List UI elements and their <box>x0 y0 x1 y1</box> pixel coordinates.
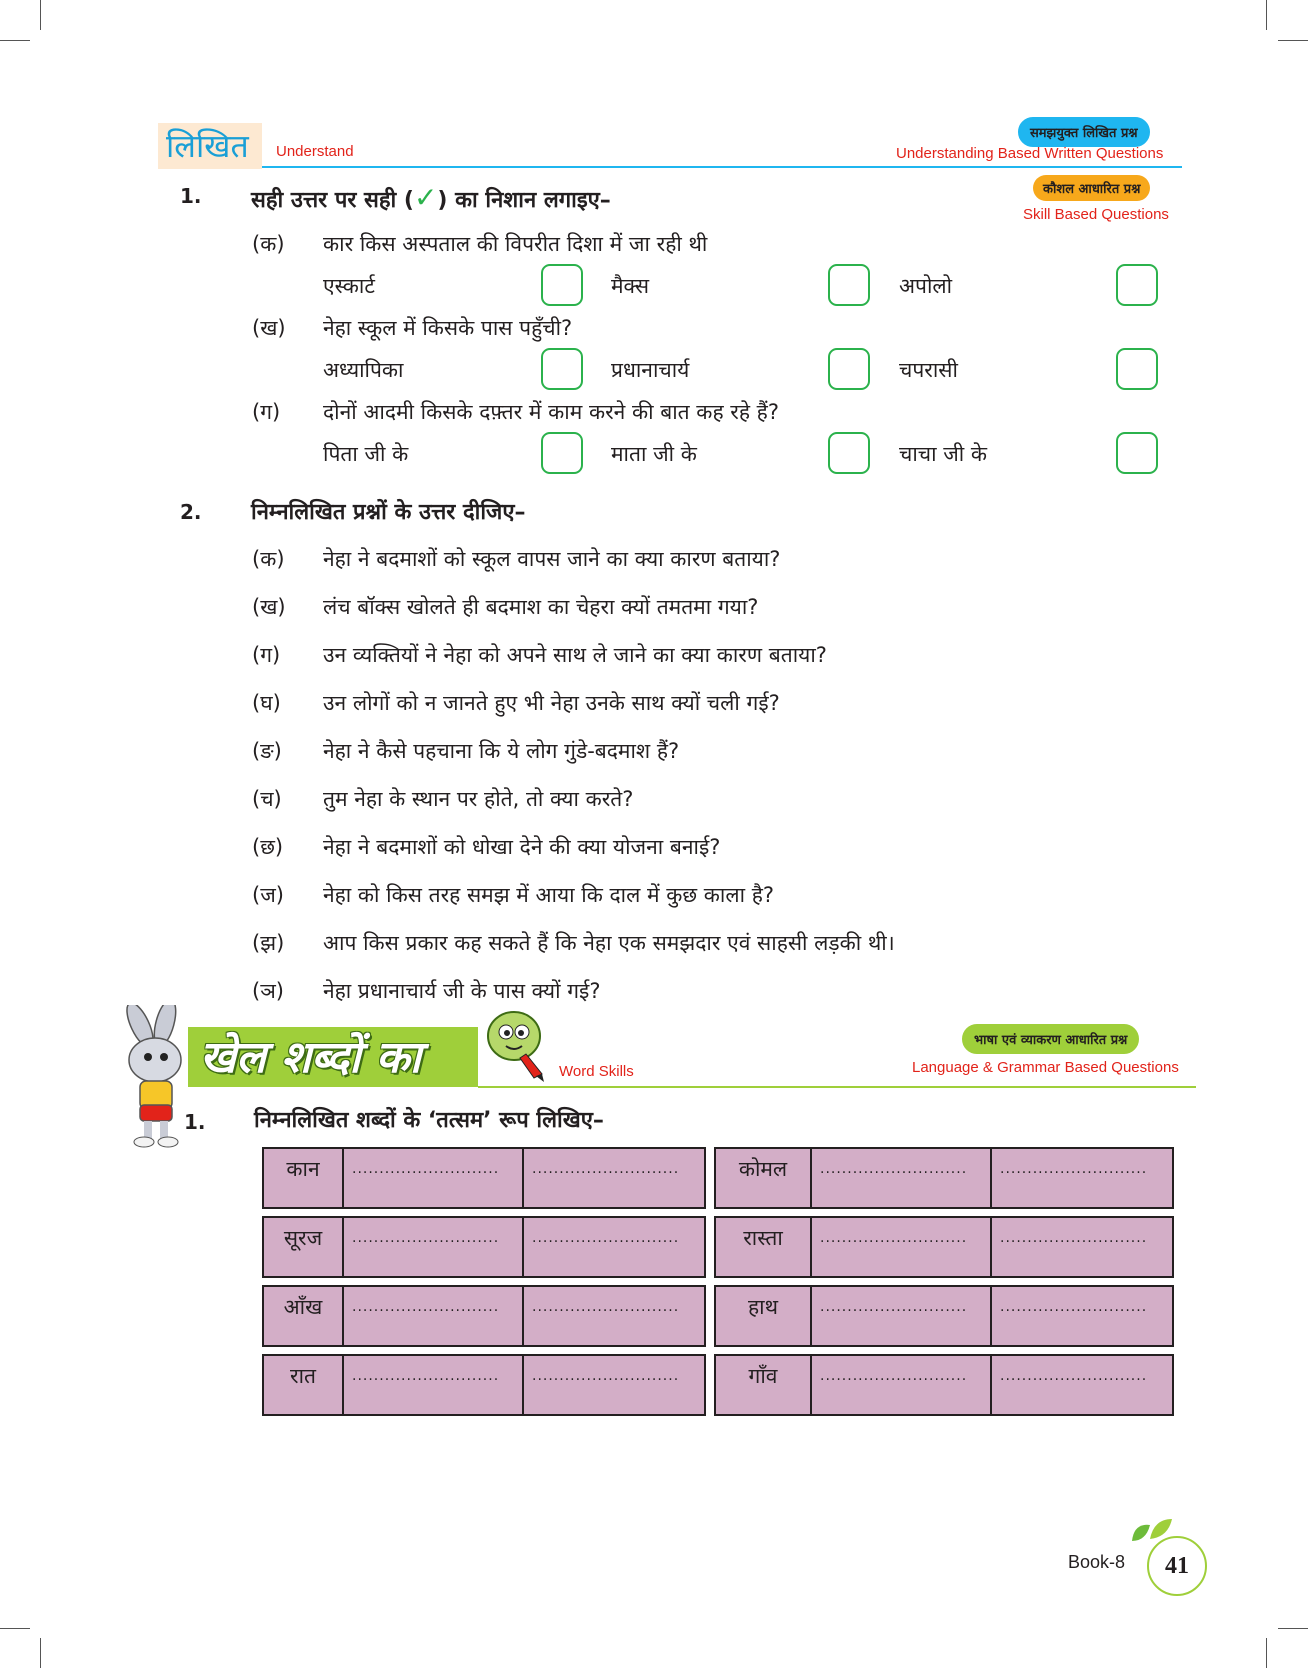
q1-item-label: (ग) <box>252 400 281 424</box>
option-label: मैक्स <box>611 274 650 298</box>
tatsam-word: गाँव <box>716 1356 812 1414</box>
grammar-badge-en: Language & Grammar Based Questions <box>912 1059 1179 1076</box>
tatsam-word: रात <box>264 1356 344 1414</box>
q1-title <box>251 181 611 214</box>
answer-blank[interactable]: ........................... <box>812 1356 992 1414</box>
q1-title-a: सही उत्तर पर सही ( <box>251 188 414 213</box>
crop-mark <box>40 1638 41 1668</box>
crop-mark <box>1266 0 1267 30</box>
q1-item-text: कार किस अस्पताल की विपरीत दिशा में जा रही थी <box>323 232 708 256</box>
q2-item-label: (छ) <box>252 835 284 859</box>
ws-q-number: 1. <box>184 1110 206 1134</box>
tatsam-word: रास्ता <box>716 1218 812 1276</box>
tatsam-word: कान <box>264 1149 344 1207</box>
likhit-heading: लिखित <box>166 127 249 165</box>
tatsam-row <box>714 1285 1174 1347</box>
answer-checkbox[interactable] <box>1116 432 1158 474</box>
tatsam-word: हाथ <box>716 1287 812 1345</box>
crop-mark <box>0 1628 30 1629</box>
answer-blank[interactable]: ........................... <box>524 1149 704 1207</box>
tatsam-word: सूरज <box>264 1218 344 1276</box>
option-label: प्रधानाचार्य <box>611 358 690 382</box>
q2-item-text: आप किस प्रकार कह सकते हैं कि नेहा एक समझदार एवं साहसी लड़की थी। <box>323 931 895 955</box>
header-rule <box>262 166 1182 168</box>
option-label: चाचा जी के <box>899 442 988 466</box>
tatsam-row <box>262 1216 706 1278</box>
crop-mark <box>1278 1628 1308 1629</box>
banner-rule <box>478 1086 1196 1088</box>
crop-mark <box>40 0 41 30</box>
option-label: माता जी के <box>611 442 697 466</box>
understand-label: Understand <box>276 143 354 160</box>
option-label: अपोलो <box>899 274 953 298</box>
q2-number: 2. <box>180 500 202 524</box>
answer-blank[interactable]: ........................... <box>992 1287 1172 1345</box>
q1-item-label: (ख) <box>252 316 286 340</box>
q2-item-label: (ख) <box>252 595 286 619</box>
option-label: चपरासी <box>899 358 958 382</box>
q2-title: निम्नलिखित प्रश्नों के उत्तर दीजिए– <box>251 500 526 525</box>
page-number: 41 <box>1147 1536 1207 1596</box>
q2-item-text: उन व्यक्तियों ने नेहा को अपने साथ ले जाने का क्या कारण बताया? <box>323 643 827 667</box>
answer-blank[interactable]: ........................... <box>992 1218 1172 1276</box>
pencil-mascot-icon <box>480 1008 550 1083</box>
answer-blank[interactable]: ........................... <box>992 1149 1172 1207</box>
answer-blank[interactable]: ........................... <box>344 1218 524 1276</box>
skill-badge: कौशल आधारित प्रश्न <box>1033 175 1150 201</box>
answer-checkbox[interactable] <box>1116 348 1158 390</box>
q1-item-text: दोनों आदमी किसके दफ़्तर में काम करने की बात कह रहे हैं? <box>323 400 779 424</box>
answer-checkbox[interactable] <box>828 348 870 390</box>
q2-item-label: (घ) <box>252 691 281 715</box>
tatsam-row <box>714 1147 1174 1209</box>
q2-item-label: (ग) <box>252 643 281 667</box>
q2-item-label: (झ) <box>252 931 285 955</box>
answer-checkbox[interactable] <box>541 432 583 474</box>
q2-item-text: तुम नेहा के स्थान पर होते, तो क्या करते? <box>323 787 634 811</box>
q2-item-label: (ज) <box>252 883 284 907</box>
answer-checkbox[interactable] <box>541 348 583 390</box>
crop-mark <box>0 40 30 41</box>
understanding-badge-en: Understanding Based Written Questions <box>896 145 1164 162</box>
q2-item-text: नेहा प्रधानाचार्य जी के पास क्यों गई? <box>323 979 601 1003</box>
q1-title-b: ) का निशान लगाइए– <box>437 188 611 213</box>
tatsam-word: आँख <box>264 1287 344 1345</box>
q1-item-text: नेहा स्कूल में किसके पास पहुँची? <box>323 316 573 340</box>
word-skills-label: Word Skills <box>559 1063 634 1080</box>
answer-blank[interactable]: ........................... <box>812 1149 992 1207</box>
option-label: अध्यापिका <box>323 358 404 382</box>
answer-checkbox[interactable] <box>1116 264 1158 306</box>
check-icon: ✓ <box>413 181 438 214</box>
understanding-badge: समझयुक्त लिखित प्रश्न <box>1018 117 1150 147</box>
answer-blank[interactable]: ........................... <box>524 1287 704 1345</box>
q2-item-text: नेहा ने कैसे पहचाना कि ये लोग गुंडे-बदमाश हैं? <box>323 739 680 763</box>
answer-blank[interactable]: ........................... <box>812 1218 992 1276</box>
q2-item-label: (च) <box>252 787 282 811</box>
crop-mark <box>1278 40 1308 41</box>
khel-heading: खेल शब्दों का <box>200 1032 421 1083</box>
q2-item-text: लंच बॉक्स खोलते ही बदमाश का चेहरा क्यों तमतमा गया? <box>323 595 759 619</box>
tatsam-row <box>262 1147 706 1209</box>
q1-item-label: (क) <box>252 232 285 256</box>
tatsam-row <box>714 1216 1174 1278</box>
answer-blank[interactable]: ........................... <box>344 1287 524 1345</box>
crop-mark <box>1266 1638 1267 1668</box>
answer-blank[interactable]: ........................... <box>344 1149 524 1207</box>
answer-blank[interactable]: ........................... <box>812 1287 992 1345</box>
answer-blank[interactable]: ........................... <box>524 1356 704 1414</box>
option-label: पिता जी के <box>323 442 409 466</box>
answer-blank[interactable]: ........................... <box>344 1356 524 1414</box>
answer-checkbox[interactable] <box>828 264 870 306</box>
q1-number: 1. <box>180 184 202 208</box>
answer-blank[interactable]: ........................... <box>992 1356 1172 1414</box>
tatsam-row <box>714 1354 1174 1416</box>
answer-blank[interactable]: ........................... <box>524 1218 704 1276</box>
answer-checkbox[interactable] <box>541 264 583 306</box>
q2-item-label: (ङ) <box>252 739 282 763</box>
grammar-badge: भाषा एवं व्याकरण आधारित प्रश्न <box>962 1024 1139 1054</box>
ws-q-title: निम्नलिखित शब्दों के ‘तत्सम’ रूप लिखिए– <box>254 1108 604 1133</box>
option-label: एस्कार्ट <box>323 274 375 298</box>
skill-badge-en: Skill Based Questions <box>1023 206 1169 223</box>
answer-checkbox[interactable] <box>828 432 870 474</box>
tatsam-row <box>262 1285 706 1347</box>
tatsam-row <box>262 1354 706 1416</box>
book-label: Book-8 <box>1068 1552 1126 1572</box>
q2-item-text: नेहा ने बदमाशों को धोखा देने की क्या योजना बनाई? <box>323 835 721 859</box>
tatsam-word: कोमल <box>716 1149 812 1207</box>
q2-item-label: (क) <box>252 547 285 571</box>
q2-item-text: उन लोगों को न जानते हुए भी नेहा उनके साथ क्यों चली गई? <box>323 691 780 715</box>
q2-item-text: नेहा ने बदमाशों को स्कूल वापस जाने का क्या कारण बताया? <box>323 547 781 571</box>
q2-item-text: नेहा को किस तरह समझ में आया कि दाल में कुछ काला है? <box>323 883 774 907</box>
q2-item-label: (ञ) <box>252 979 284 1003</box>
